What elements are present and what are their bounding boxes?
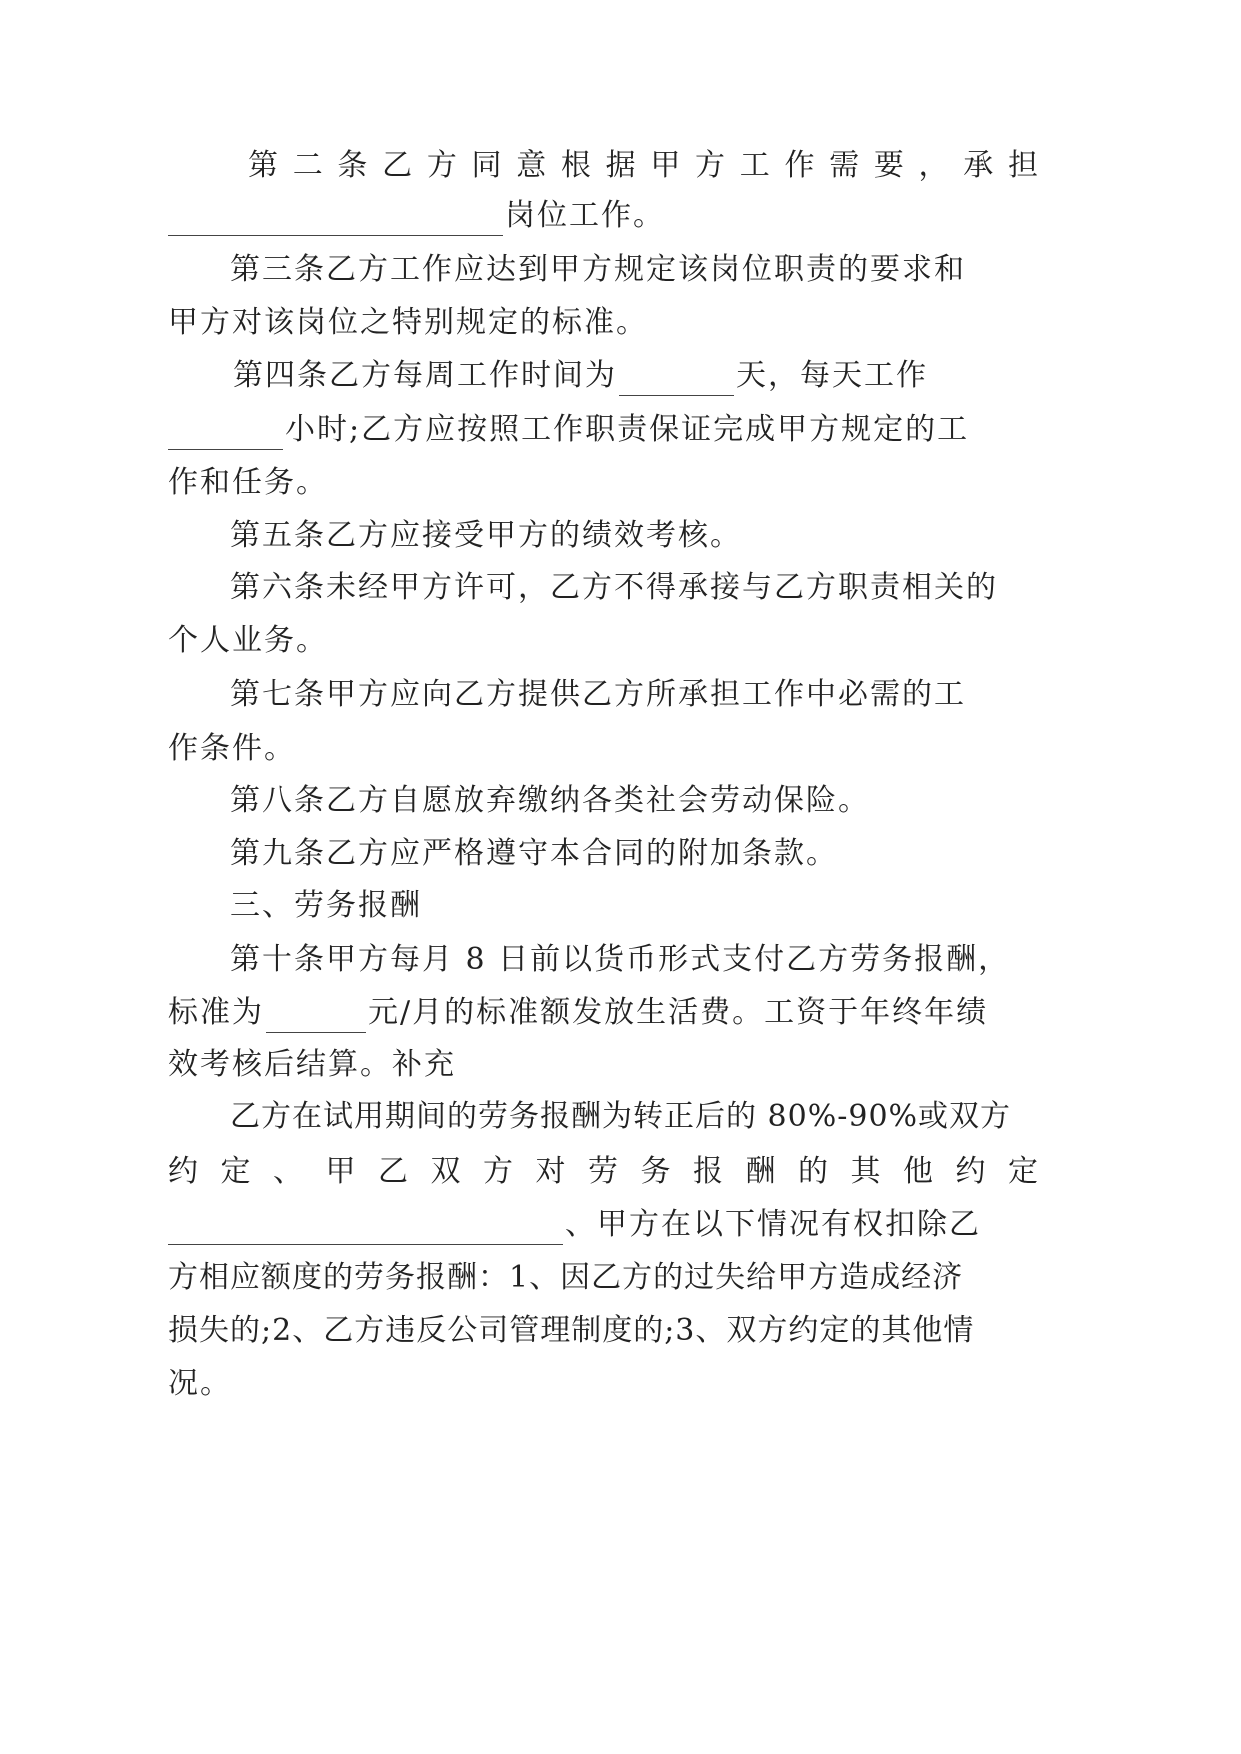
text-segment: 况。	[168, 1366, 232, 1401]
char: 约	[168, 1154, 198, 1189]
blank-field[interactable]	[168, 203, 503, 236]
clause-6-line-1	[230, 568, 1080, 608]
char: 劳	[588, 1154, 618, 1189]
clause-3-line-2	[168, 303, 1018, 343]
blank-field[interactable]	[168, 417, 283, 450]
clause-4-line-3	[168, 463, 1018, 503]
char: 乙	[382, 148, 413, 183]
char: 甲	[650, 148, 681, 183]
clause-5	[230, 516, 1080, 556]
text-segment: 标准为	[168, 995, 264, 1030]
char: 的	[798, 1154, 828, 1189]
clause-4-line-2	[168, 410, 1018, 450]
text-segment: 作和任务。	[168, 465, 328, 500]
text-segment: 第五条乙方应接受甲方的绩效考核。	[230, 518, 742, 553]
blank-field[interactable]	[266, 1000, 366, 1033]
text-segment: 甲方对该岗位之特别规定的标准。	[168, 305, 648, 340]
char: 要	[873, 148, 904, 183]
section-heading	[230, 886, 1080, 926]
char: 条	[337, 148, 368, 183]
char: 作	[784, 148, 815, 183]
text-segment: 第六条未经甲方许可，乙方不得承接与乙方职责相关的	[230, 570, 998, 605]
clause-10-line-1	[230, 940, 1080, 980]
text-segment: 第七条甲方应向乙方提供乙方所承担工作中必需的工	[230, 677, 966, 712]
char: 甲	[325, 1154, 356, 1189]
char: 据	[605, 148, 636, 183]
blank-field[interactable]	[619, 363, 734, 396]
char: 承	[963, 148, 994, 183]
clause-7-line-1	[230, 675, 1080, 715]
char: 方	[426, 148, 457, 183]
clause-2-line-2	[168, 196, 1018, 236]
text-segment: 、甲方在以下情况有权扣除乙	[565, 1207, 981, 1242]
text-segment: 元/月的标准额发放生活费。工资于年终年绩	[368, 995, 989, 1030]
char: 酬	[745, 1154, 776, 1189]
char: 方	[695, 148, 726, 183]
clause-8	[230, 781, 1080, 821]
probation-line-2	[168, 1152, 1038, 1192]
char: 他	[903, 1154, 933, 1189]
char: 报	[693, 1154, 723, 1189]
clause-10-line-2	[168, 993, 1018, 1033]
deduction-line-2	[168, 1311, 1018, 1351]
text-segment: 天，每天工作	[736, 358, 928, 393]
probation-line-1	[230, 1097, 1080, 1137]
char: 其	[850, 1154, 881, 1189]
char: ，	[918, 148, 949, 183]
blank-field[interactable]	[168, 1212, 563, 1245]
char: 需	[829, 148, 860, 183]
clause-7-line-2	[168, 729, 1018, 769]
text-segment: 小时;乙方应按照工作职责保证完成甲方规定的工	[285, 412, 970, 447]
text-segment: 损失的;2、乙方违反公司管理制度的;3、双方约定的其他情	[168, 1313, 975, 1348]
text-segment: 岗位工作。	[505, 198, 665, 233]
deduction-line-1	[168, 1258, 1018, 1298]
text-segment: 乙方在试用期间的劳务报酬为转正后的 80%-90%或双方	[230, 1099, 1012, 1134]
clause-4-line-1	[233, 356, 1041, 396]
char: 定	[220, 1154, 251, 1189]
char: 双	[430, 1154, 461, 1189]
text-segment: 第四条乙方每周工作时间为	[233, 358, 617, 393]
text-segment: 效考核后结算。补充	[168, 1047, 456, 1082]
char: 对	[535, 1154, 566, 1189]
char: 务	[640, 1154, 671, 1189]
text-segment: 第八条乙方自愿放弃缴纳各类社会劳动保险。	[230, 783, 870, 818]
clause-10-line-3	[168, 1045, 1018, 1085]
char: 担	[1007, 148, 1038, 183]
char: 第	[248, 148, 278, 183]
text-segment: 方相应额度的劳务报酬：1、因乙方的过失给甲方造成经济	[168, 1260, 964, 1295]
char: 二	[292, 148, 323, 183]
deduction-line-3	[168, 1364, 1018, 1404]
char: 方	[483, 1154, 513, 1189]
char: 同	[471, 148, 502, 183]
text-segment: 第九条乙方应严格遵守本合同的附加条款。	[230, 836, 838, 871]
char: 约	[955, 1154, 986, 1189]
clause-3-line-1	[230, 250, 1040, 290]
text-segment: 三、劳务报酬	[230, 888, 422, 923]
text-segment: 个人业务。	[168, 623, 328, 658]
clause-6-line-2	[168, 621, 1018, 661]
probation-line-3	[168, 1205, 1018, 1245]
char: 定	[1008, 1154, 1038, 1189]
char: 工	[739, 148, 770, 183]
clause-9	[230, 834, 1080, 874]
text-segment: 作条件。	[168, 731, 296, 766]
text-segment: 第三条乙方工作应达到甲方规定该岗位职责的要求和	[230, 252, 966, 287]
char: 根	[560, 148, 591, 183]
char: 乙	[378, 1154, 408, 1189]
clause-2-line-1	[248, 146, 1038, 186]
char: 、	[273, 1154, 303, 1189]
char: 意	[516, 148, 547, 183]
text-segment: 第十条甲方每月 8 日前以货币形式支付乙方劳务报酬，	[230, 942, 1011, 977]
